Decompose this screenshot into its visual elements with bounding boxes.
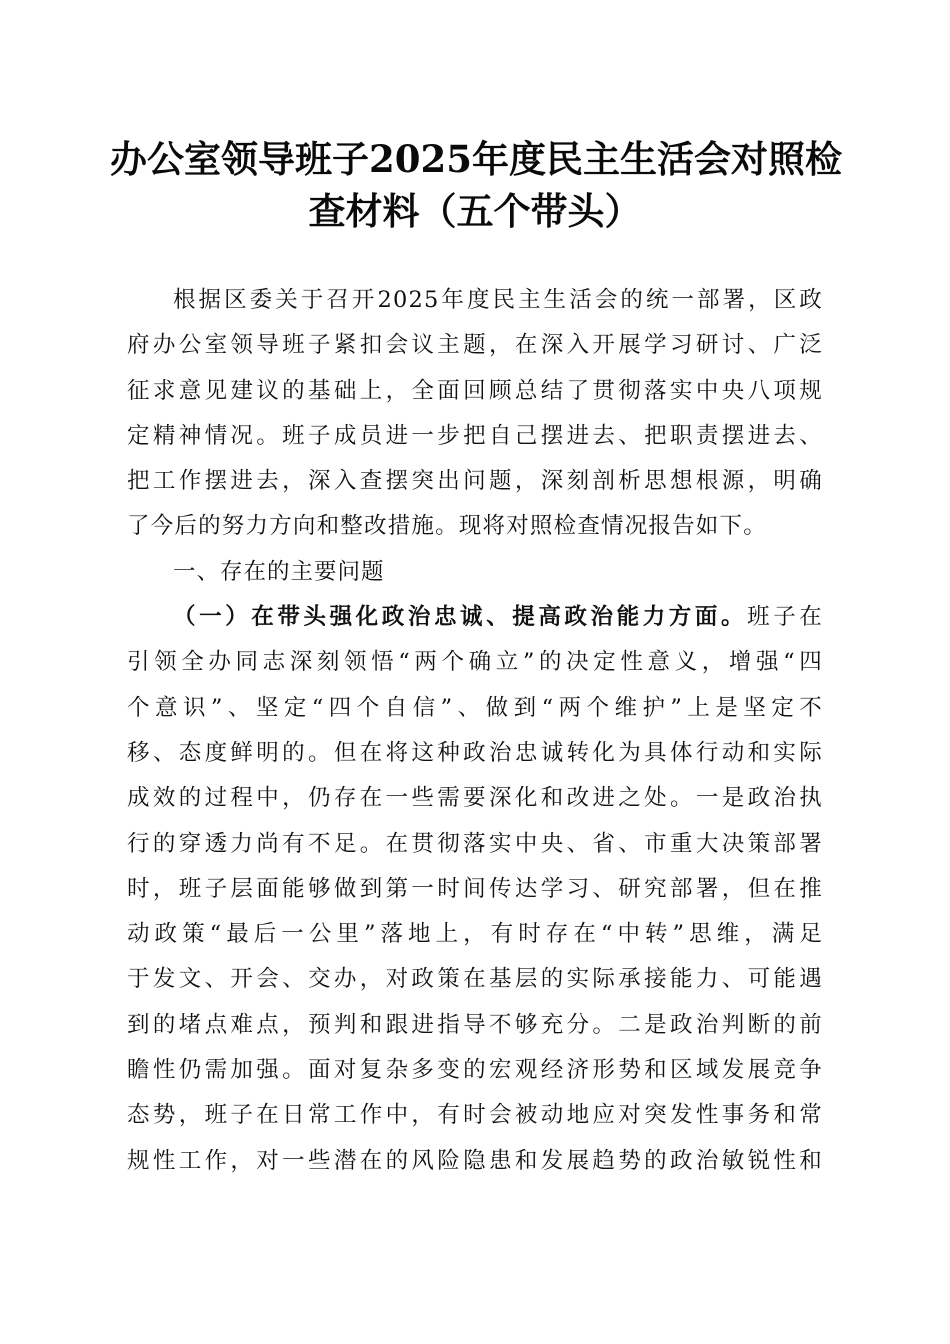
- paragraph-line: 定精神情况。班子成员进一步把自己摆进去、把职责摆进去、: [127, 422, 823, 449]
- paragraph-line: 了今后的努力方向和整改措施。现将对照检查情况报告如下。: [127, 513, 767, 540]
- paragraph-line: 行的穿透力尚有不足。在贯彻落实中央、省、市重大决策部署: [127, 830, 823, 857]
- paragraph-line: 态势，班子在日常工作中，有时会被动地应对突发性事务和常: [127, 1102, 823, 1129]
- subsection-label: （一）在带头强化政治忠诚、提高政治能力方面。: [173, 604, 748, 631]
- paragraph-line: 根据区委关于召开2025年度民主生活会的统一部署，区政: [173, 287, 823, 313]
- paragraph-line: 府办公室领导班子紧扣会议主题，在深入开展学习研讨、广泛: [127, 332, 823, 359]
- paragraph-line: 引领全办同志深刻领悟“两个确立”的决定性意义，增强“四: [127, 649, 823, 676]
- paragraph-line: 于发文、开会、交办，对政策在基层的实际承接能力、可能遇: [127, 966, 823, 993]
- subsection-first-line: [127, 595, 823, 640]
- paragraph-line: 规性工作，对一些潜在的风险隐患和发展趋势的政治敏锐性和: [127, 1147, 823, 1174]
- subsection-first-rest: 班子在: [747, 604, 824, 631]
- paragraph-line: 时，班子层面能够做到第一时间传达学习、研究部署，但在推: [127, 875, 823, 902]
- paragraph-line: 瞻性仍需加强。面对复杂多变的宏观经济形势和区域发展竞争: [127, 1057, 823, 1084]
- paragraph-line: 移、态度鲜明的。但在将这种政治忠诚转化为具体行动和实际: [127, 739, 823, 766]
- document-title: [110, 133, 840, 237]
- section-heading: 一、存在的主要问题: [173, 558, 385, 585]
- title-line-1: 办公室领导班子2025年度民主生活会对照检: [110, 137, 842, 181]
- paragraph-line: 成效的过程中，仍存在一些需要深化和改进之处。一是政治执: [127, 785, 823, 812]
- paragraph-line: 到的堵点难点，预判和跟进指导不够充分。二是政治判断的前: [127, 1011, 823, 1038]
- title-line-2: 查材料（五个带头）: [308, 189, 642, 233]
- document-body: [127, 278, 823, 1184]
- paragraph-line: 个意识”、坚定“四个自信”、做到“两个维护”上是坚定不: [127, 694, 823, 721]
- paragraph-line: 动政策“最后一公里”落地上，有时存在“中转”思维，满足: [127, 921, 823, 948]
- paragraph-line: 把工作摆进去，深入查摆突出问题，深刻剖析思想根源，明确: [127, 468, 823, 495]
- paragraph-line: 征求意见建议的基础上，全面回顾总结了贯彻落实中央八项规: [127, 377, 823, 404]
